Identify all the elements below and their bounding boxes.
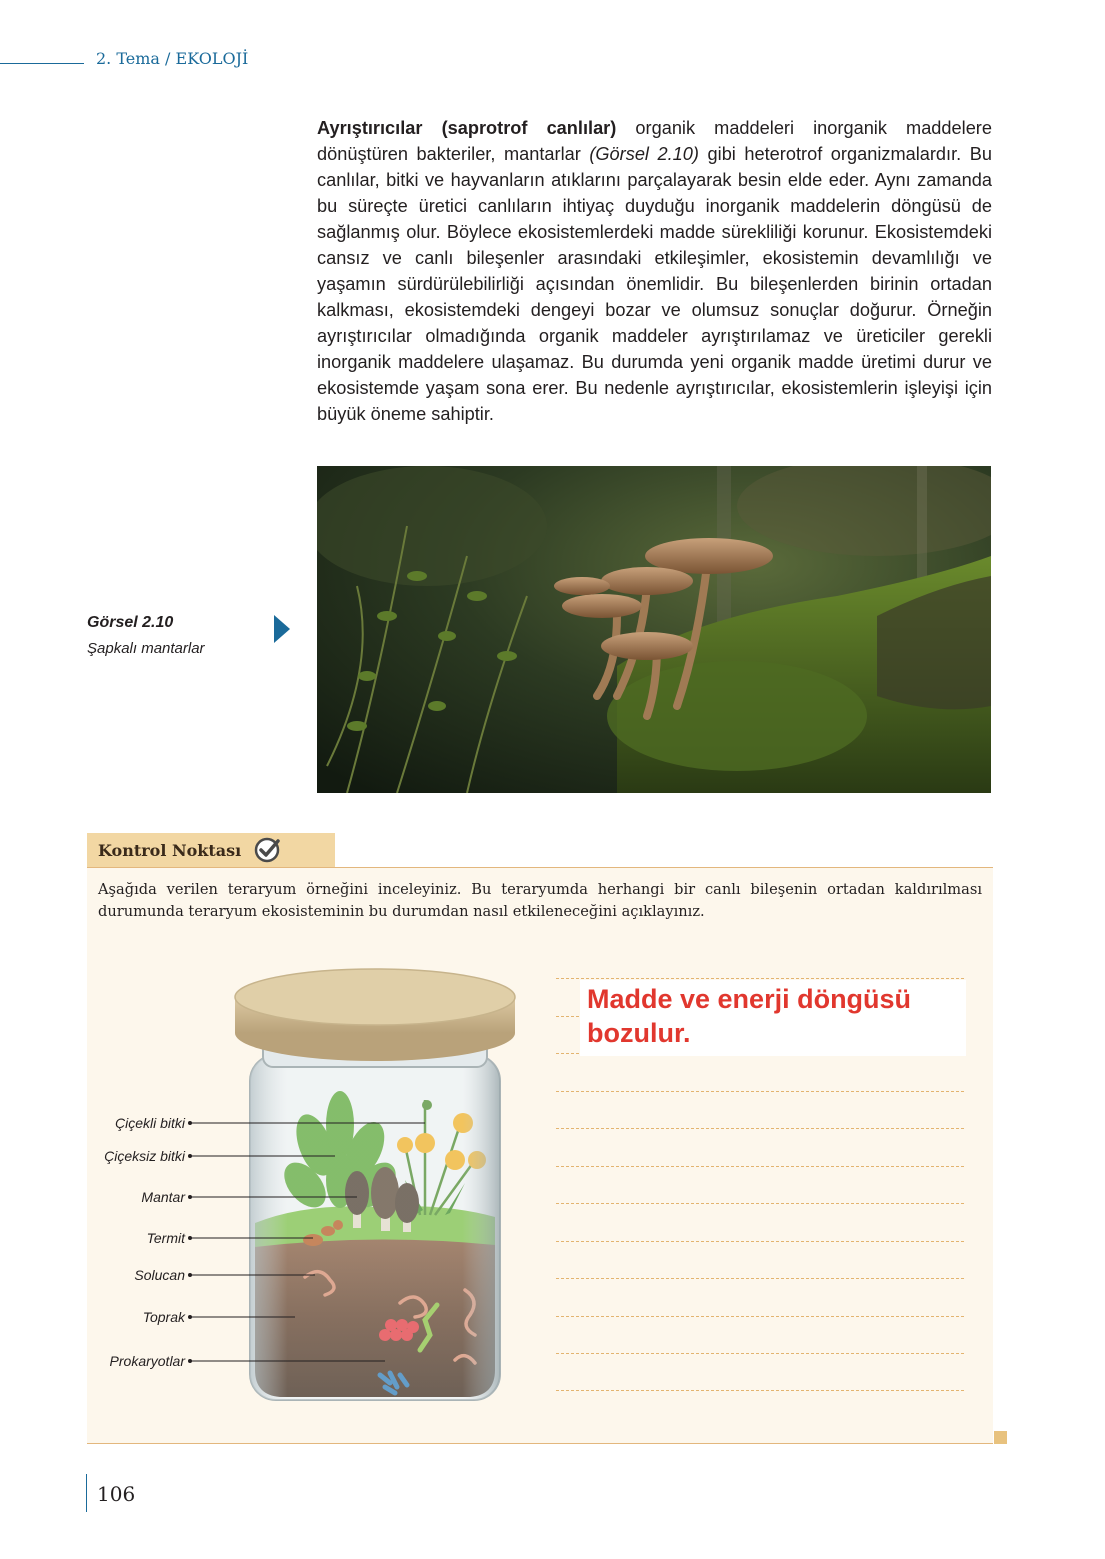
figure-title: Görsel 2.10: [87, 614, 174, 631]
body-part2: gibi heterotrof organizmalardır. Bu canlılar, bitki ve hayvanların atıklarını parçalayarak besin elde eder. Aynı zamanda bu süreçte üretici canlıların ihtiyaç duyduğu inorganik maddelerin döngüsü de sağlanmış olur. Böylece ekosistemlerdeki madde sürekliliği korunur. Ekosistemdeki cansız ve canlı bileşenler arasındaki etkileşimler, ekosistemin devamlılığı ve yaşamın sürdürülebilirliği açısından önemlidir. Bu bileşenlerden birinin ortadan kalkması, ekosistemdeki dengeyi bozar ve olumsuz sonuçlar doğurur. Örneğin ayrıştırıcılar olmadığında organik maddeler ayrıştırılamaz ve üreticiler gerekli inorganik maddelere ulaşamaz. Bu durumda yeni organik madde üretimi durur ve ekosistemde yaşam sona erer. Bu nedenle ayrıştırıcılar, ekosistemlerin işleyişi için büyük öneme sahiptir.: [317, 144, 992, 424]
kontrol-corner-mark: [994, 1431, 1007, 1444]
answer-line: [556, 978, 964, 979]
kontrol-bottom-rule: [87, 1443, 993, 1444]
page-number-rule: [86, 1474, 87, 1512]
figure-ref: (Görsel 2.10): [589, 144, 699, 164]
answer-line: [556, 1278, 964, 1279]
check-circle-icon: [253, 835, 283, 865]
label-prokaryotes: Prokaryotlar: [109, 1353, 185, 1369]
terrarium-illustration: [85, 955, 545, 1425]
label-soil: Toprak: [142, 1309, 185, 1325]
chapter-header: 2. Tema / EKOLOJİ: [96, 49, 249, 68]
answer-line: [556, 1128, 964, 1129]
label-flowerless-plant: Çiçeksiz bitki: [104, 1148, 185, 1164]
body-paragraph: [317, 115, 992, 427]
label-worm: Solucan: [134, 1267, 185, 1283]
figure-caption: [87, 614, 205, 657]
label-termite: Termit: [146, 1230, 185, 1246]
answer-line: [556, 1353, 964, 1354]
label-flowering-plant: Çiçekli bitki: [114, 1115, 185, 1131]
kontrol-top-rule: [87, 867, 993, 868]
handwritten-answer: Madde ve enerji döngüsü bozulur.: [587, 984, 912, 1048]
answer-line: [556, 1390, 964, 1391]
kontrol-title: Kontrol Noktası: [98, 841, 242, 860]
label-fungus: Mantar: [141, 1189, 185, 1205]
caption-arrow-icon: [274, 615, 290, 643]
term-bold: Ayrıştırıcılar (saprotrof canlılar): [317, 118, 617, 138]
kontrol-tab: [87, 833, 335, 867]
answer-line: [556, 1241, 964, 1242]
answer-line: [556, 1166, 964, 1167]
figure-subtitle: Şapkalı mantarlar: [87, 640, 205, 657]
mushroom-photo: [317, 466, 991, 793]
answer-line: [556, 1091, 964, 1092]
answer-line: [556, 1203, 964, 1204]
header-rule: [0, 63, 84, 64]
kontrol-question: Aşağıda verilen teraryum örneğini inceleyiniz. Bu teraryumda herhangi bir canlı bileşenin ortadan kaldırılması durumunda teraryum ekosisteminin bu durumdan nasıl etkileneceğini açıklayınız.: [98, 881, 982, 920]
page-number: 106: [97, 1482, 136, 1506]
body-part1: organik maddeleri inorganik maddelere dönüştüren bakteriler, mantarlar: [317, 118, 992, 164]
answer-line: [556, 1316, 964, 1317]
